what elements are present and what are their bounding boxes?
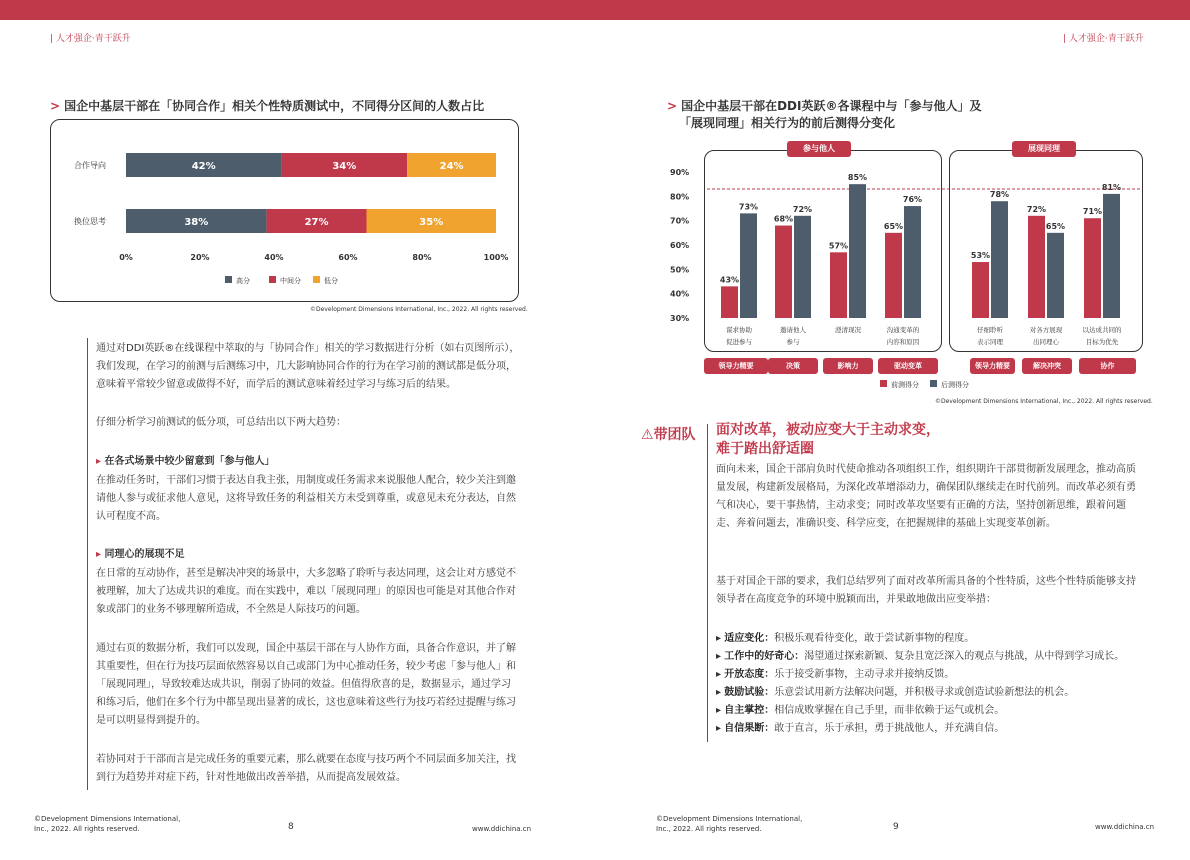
trait-item: [716, 720, 1156, 738]
category-label: 参与: [786, 338, 800, 346]
panel-empathy-title: 展现同理: [1012, 141, 1076, 157]
chevron-right-icon: >: [50, 99, 61, 113]
category-label: 对各方展现: [1029, 326, 1063, 334]
trait-description: 敢于直言，乐于承担，勇于挑战他人，并充满自信。: [774, 723, 1005, 734]
category-label: 表示同理: [977, 338, 1003, 346]
y-tick-label: 50%: [670, 265, 690, 275]
data-label: 85%: [847, 173, 868, 183]
x-tick-label: 80%: [412, 253, 432, 262]
course-tag: 领导力精要: [970, 358, 1015, 374]
triangle-right-icon: ▸: [96, 456, 105, 467]
data-label: 35%: [419, 217, 444, 228]
bar: [1103, 194, 1120, 318]
left-chart-copyright: ©Development Dimensions International, Inc., 2022. All rights reserved.: [310, 306, 528, 313]
bar: [972, 262, 989, 318]
category-label: 内容和原因: [886, 338, 920, 346]
legend-label: 中间分: [280, 277, 301, 285]
trait-name: 鼓励试验：: [724, 687, 775, 698]
left-paragraph-4: 在日常的互动协作，甚至是解决冲突的场景中，大多忽略了聆听与表达同理，这会让对方感觉不被理解，加大了达成共识的难度。而在实践中，难以「展现同理」的原因也可能是对其他合作对象或部门的业务不够理解所造成，不全然是人际技巧的问题。: [96, 568, 516, 615]
trait-name: 适应变化：: [724, 633, 775, 644]
data-label: 53%: [970, 251, 991, 261]
course-tag: 协作: [1079, 358, 1136, 374]
bar: [775, 226, 792, 318]
page-number-right: 9: [893, 822, 899, 832]
trait-item: [716, 630, 1156, 648]
footer-right-copy-l1: ©Development Dimensions International,: [656, 815, 803, 823]
course-tag: 解决冲突: [1022, 358, 1072, 374]
section-label-text: 带团队: [653, 427, 696, 443]
section-title-line1: 面对改革，被动应变大于主动求变，: [716, 422, 940, 438]
trait-item: [716, 702, 1156, 720]
trait-name: 自信果断：: [724, 723, 775, 734]
left-heading-1: [96, 453, 520, 471]
left-paragraph-3: 在推动任务时，干部们习惯于表达自我主张，用制度或任务需求来说服他人配合，较少关注到邀请他人参与或征求他人意见，这将导致任务的利益相关方未受到尊重，或意见未充分表达，自然认可程度不高。: [96, 475, 516, 522]
data-label: 73%: [738, 202, 759, 212]
right-paragraph-2: 基于对国企干部的要求，我们总结罗列了面对改革所需具备的个性特质，这些个性特质能够支持领导者在高度竞争的环境中脱颖而出，并果敢地做出应变举措：: [716, 576, 1136, 605]
header-right: | 人才强企·青干跃升: [1063, 34, 1144, 44]
legend-swatch: [269, 276, 276, 283]
x-tick-label: 20%: [190, 253, 210, 262]
trait-description: 渴望通过探索新颖、复杂且宽泛深入的观点与挑战，从中得到学习成长。: [804, 651, 1125, 662]
y-tick-label: 70%: [670, 216, 690, 226]
course-tag: 领导力精要: [704, 358, 768, 374]
y-tick-label: 80%: [670, 192, 690, 202]
data-label: 65%: [1045, 221, 1066, 231]
triangle-right-icon: ▸: [716, 651, 725, 662]
data-label: 68%: [773, 214, 794, 224]
course-tag: 影响力: [823, 358, 873, 374]
right-chart-copyright: ©Development Dimensions International, Inc., 2022. All rights reserved.: [935, 398, 1153, 405]
trait-description: 相信成败掌握在自己手里，而非依赖于运气或机会。: [774, 705, 1005, 716]
footer-right-copyright: [656, 814, 802, 834]
trait-name: 开放态度：: [724, 669, 775, 680]
x-tick-label: 100%: [483, 253, 509, 262]
y-tick-label: 40%: [670, 289, 690, 299]
category-label: 以达成共同的: [1082, 326, 1122, 334]
triangle-right-icon: ▸: [96, 549, 105, 560]
data-label: 81%: [1101, 182, 1122, 192]
right-chart-title-line2: 「展现同理」相关行为的前后测得分变化: [679, 116, 896, 130]
triangle-right-icon: ▸: [716, 687, 725, 698]
footer-right-copy-l2: Inc., 2022. All rights reserved.: [656, 825, 762, 833]
left-paragraph-2: 仔细分析学习前测试的低分项，可总结出以下两大趋势：: [96, 417, 346, 428]
footer-left-copy-l1: ©Development Dimensions International,: [34, 815, 181, 823]
category-label: 合作导向: [74, 161, 106, 170]
warning-triangle-icon: ⚠: [641, 427, 654, 443]
category-label: 出同理心: [1033, 338, 1059, 346]
data-label: 76%: [902, 195, 923, 205]
left-heading-2: [96, 546, 520, 564]
right-chart-title-line1: 国企中基层干部在DDI英跃®各课程中与「参与他人」及: [681, 99, 982, 113]
legend-swatch: [930, 380, 937, 387]
data-label: 34%: [332, 161, 357, 172]
data-label: 57%: [828, 241, 849, 251]
left-chart-box: [50, 119, 519, 302]
legend-swatch: [313, 276, 320, 283]
bar: [721, 286, 738, 318]
panel-participation-title: 参与他人: [787, 141, 851, 157]
category-label: 澄清现况: [835, 326, 861, 334]
left-heading-2-text: 同理心的展现不足: [104, 549, 185, 560]
legend-swatch: [225, 276, 232, 283]
trait-description: 乐于接受新事物，主动寻求并接纳反馈。: [774, 669, 955, 680]
trait-list: [716, 630, 1156, 738]
y-tick-label: 60%: [670, 241, 690, 250]
data-label: 43%: [719, 275, 740, 285]
section-label: [641, 424, 696, 444]
x-tick-label: 60%: [338, 253, 358, 262]
bar: [830, 252, 847, 318]
left-paragraph-1: 通过对DDI英跃®在线课程中萃取的与「协同合作」相关的学习数据进行分析（如右页图所示），我们发现，在学习的前测与后测练习中，几大影响协同合作的行为在学习前的测试都是低分项，意味着平常较少留意或做得不好，而学后的测试意味着经过学习与练习后的结果。: [96, 343, 520, 390]
trait-name: 自主掌控：: [724, 705, 775, 716]
header-left: | 人才强企·青干跃升: [50, 34, 131, 44]
bar: [1028, 216, 1045, 318]
data-label: 72%: [792, 204, 813, 214]
trait-item: [716, 666, 1156, 684]
category-label: 沟通变革的: [886, 326, 920, 334]
left-paragraph-5: 通过右页的数据分析，我们可以发现，国企中基层干部在与人协作方面，具备合作意识，并了解其重要性，但在行为技巧层面依然容易以自己或部门为中心推动任务，较少考虑「参与他人」和「展现同理」，导致较难达成共识，削弱了协同的效益。但值得欣喜的是，数据显示，通过学习和练习后，他们在多个行为中都呈现出显著的成长，这也意味着这些行为技巧若经过提醒与练习是可以明显得到提升的。: [96, 643, 516, 726]
data-label: 71%: [1082, 207, 1103, 217]
trait-description: 乐意尝试用新方法解决问题，并积极寻求或创造试验新想法的机会。: [774, 687, 1075, 698]
bar: [849, 184, 866, 318]
footer-left-url[interactable]: www.ddichina.cn: [472, 825, 532, 833]
top-accent-bar: [0, 0, 1190, 20]
bar: [1047, 233, 1064, 318]
category-label: 谋求协助: [726, 326, 752, 334]
left-paragraph-6: 若协同对于干部而言是完成任务的重要元素，那么就要在态度与技巧两个不同层面多加关注，找到行为趋势并对症下药，针对性地做出改善举措，从而提高发展效益。: [96, 754, 516, 783]
category-label: 仔细聆听: [977, 326, 1003, 334]
trait-item: [716, 648, 1156, 666]
data-label: 65%: [883, 221, 904, 231]
legend-label: 高分: [236, 277, 250, 285]
left-vertical-rule: [87, 338, 88, 790]
data-label: 72%: [1026, 204, 1047, 214]
category-label: 邀请他人: [780, 326, 806, 334]
left-chart-title-text: 国企中基层干部在「协同合作」相关个性特质测试中，不同得分区间的人数占比: [64, 99, 485, 113]
right-chart-title: [667, 98, 1137, 132]
triangle-right-icon: ▸: [716, 723, 725, 734]
section-title-line2: 难于踏出舒适圈: [716, 441, 814, 457]
bar: [1084, 218, 1101, 318]
data-label: 27%: [304, 217, 329, 228]
data-label: 42%: [191, 161, 216, 172]
x-tick-label: 0%: [119, 253, 133, 262]
bar: [794, 216, 811, 318]
page-number-left: 8: [288, 822, 294, 832]
x-tick-label: 40%: [264, 253, 284, 262]
stacked-bar-chart: [51, 120, 518, 301]
bar: [885, 233, 902, 318]
trait-name: 工作中的好奇心：: [724, 651, 805, 662]
legend-label: 后测得分: [941, 381, 969, 389]
bar: [904, 206, 921, 318]
data-label: 78%: [989, 190, 1010, 200]
right-vertical-rule: [707, 424, 708, 742]
triangle-right-icon: ▸: [716, 669, 725, 680]
bar: [740, 213, 757, 318]
trait-item: [716, 684, 1156, 702]
course-tag: 驱动变革: [878, 358, 938, 374]
legend-label: 前测得分: [891, 381, 919, 389]
triangle-right-icon: ▸: [716, 705, 725, 716]
left-heading-1-text: 在各式场景中较少留意到「参与他人」: [104, 456, 275, 467]
y-tick-label: 90%: [670, 168, 690, 177]
footer-left-copy-l2: Inc., 2022. All rights reserved.: [34, 825, 140, 833]
category-label: 目标为优先: [1085, 338, 1119, 346]
left-chart-title: [50, 98, 530, 115]
data-label: 24%: [439, 161, 464, 172]
course-tag: 决策: [768, 358, 818, 374]
y-tick-label: 30%: [670, 314, 690, 323]
section-title: [716, 421, 940, 459]
legend-label: 低分: [324, 277, 338, 285]
footer-left-copyright: [34, 814, 180, 834]
data-label: 38%: [184, 217, 209, 228]
bar: [991, 201, 1008, 318]
footer-right-url[interactable]: www.ddichina.cn: [1095, 823, 1155, 831]
legend-swatch: [880, 380, 887, 387]
category-label: 促进参与: [726, 338, 752, 346]
trait-description: 积极乐观看待变化，敢于尝试新事物的程度。: [774, 633, 975, 644]
right-paragraph-1: 面向未来，国企干部肩负时代使命推动各项组织工作，组织期许干部贯彻新发展理念，推动高质量发展，构建新发展格局，为深化改革增添动力，确保团队继续走在时代前列。而改革必须有勇气和决心，要干事热情，主动求变；同时改革攻坚要有正确的方法，坚持创新思维，跟着问题走、奔着问题去，准确识变、科学应变，在把握规律的基础上实现变革创新。: [716, 464, 1136, 529]
category-label: 换位思考: [74, 217, 106, 226]
triangle-right-icon: ▸: [716, 633, 725, 644]
chevron-right-icon: >: [667, 99, 678, 113]
